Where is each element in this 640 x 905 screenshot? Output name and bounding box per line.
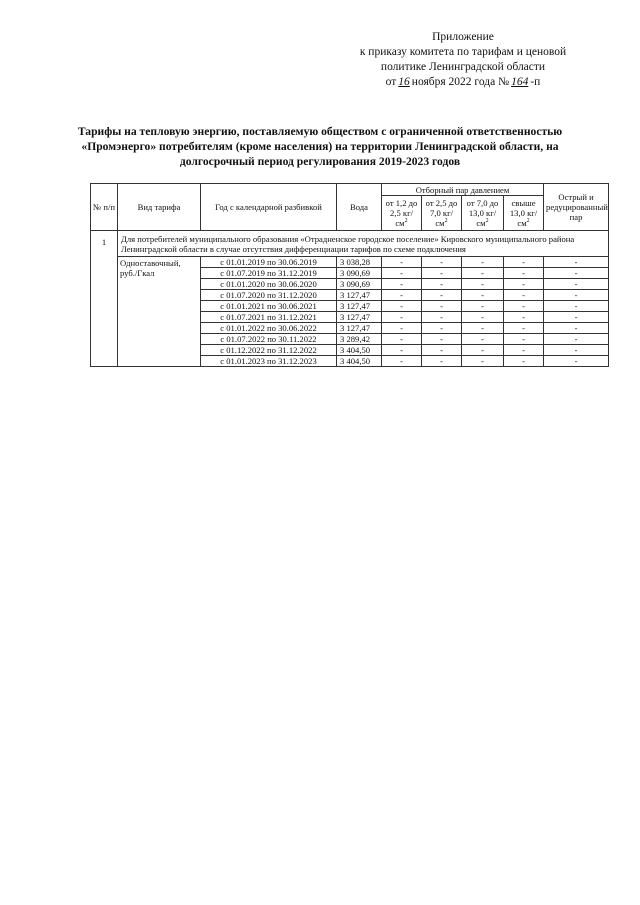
appendix-order-ref: к приказу комитета по тарифам и ценовой bbox=[359, 46, 567, 58]
steam-4-value: - bbox=[504, 334, 544, 345]
header-steam-2: от 2,5 до 7,0 $кг/см^2$ bbox=[422, 196, 462, 231]
appendix-date-line bbox=[348, 75, 578, 90]
steam-1-value: - bbox=[382, 290, 422, 301]
header-period: Год с календарной разбивкой bbox=[201, 184, 337, 231]
steam-1-value: - bbox=[382, 268, 422, 279]
steam-2-value: - bbox=[422, 312, 462, 323]
header-steam-4: свыше 13,0 $кг/см^2$ bbox=[504, 196, 544, 231]
title-line-2: «Промэнерго» потребителям (кроме населения) на территории Ленинградской области, на bbox=[81, 140, 559, 153]
steam-3-value: - bbox=[462, 290, 504, 301]
period-cell: с 01.12.2022 по 31.12.2022 bbox=[201, 345, 337, 356]
steam-4-value: - bbox=[504, 356, 544, 367]
period-cell: с 01.01.2019 по 30.06.2019 bbox=[201, 257, 337, 268]
steam-3-value: - bbox=[462, 356, 504, 367]
steam-2-value: - bbox=[422, 290, 462, 301]
water-value: 3 127,47 bbox=[337, 290, 382, 301]
live-steam-value: - bbox=[544, 334, 609, 345]
live-steam-value: - bbox=[544, 323, 609, 334]
live-steam-value: - bbox=[544, 257, 609, 268]
live-steam-value: - bbox=[544, 356, 609, 367]
consumer-description: Для потребителей муниципального образования «Отрадненское городское поселение» Кировского муниципального района Ленинградской области в случае отсутствия дифференциации тарифов по схеме подключения bbox=[118, 231, 609, 257]
appendix-heading: Приложение bbox=[432, 31, 494, 43]
period-cell: с 01.01.2022 по 30.06.2022 bbox=[201, 323, 337, 334]
steam-3-value: - bbox=[462, 334, 504, 345]
steam-1-value: - bbox=[382, 323, 422, 334]
water-value: 3 289,42 bbox=[337, 334, 382, 345]
steam-2-value: - bbox=[422, 323, 462, 334]
description-row bbox=[91, 231, 609, 257]
steam-1-value: - bbox=[382, 334, 422, 345]
steam-2-value: - bbox=[422, 279, 462, 290]
tariff-table-container bbox=[90, 183, 608, 367]
water-value: 3 038,28 bbox=[337, 257, 382, 268]
live-steam-value: - bbox=[544, 345, 609, 356]
steam-2-value: - bbox=[422, 301, 462, 312]
live-steam-value: - bbox=[544, 279, 609, 290]
water-value: 3 090,69 bbox=[337, 279, 382, 290]
tariff-type: Одноставочный, руб./Гкал bbox=[118, 257, 201, 367]
water-value: 3 404,50 bbox=[337, 345, 382, 356]
steam-4-value: - bbox=[504, 301, 544, 312]
header-water: Вода bbox=[337, 184, 382, 231]
header-steam-3: от 7,0 до 13,0 $кг/см^2$ bbox=[462, 196, 504, 231]
date-middle: ноября 2022 года № bbox=[411, 76, 510, 88]
period-cell: с 01.01.2023 по 31.12.2023 bbox=[201, 356, 337, 367]
date-prefix: от bbox=[385, 76, 397, 88]
water-value: 3 090,69 bbox=[337, 268, 382, 279]
header-live-steam: Острый и редуцированный пар bbox=[544, 184, 609, 231]
period-cell: с 01.07.2020 по 31.12.2020 bbox=[201, 290, 337, 301]
title-line-1: Тарифы на тепловую энергию, поставляемую обществом с ограниченной ответственностью bbox=[77, 125, 563, 138]
document-title bbox=[60, 124, 580, 169]
steam-2-value: - bbox=[422, 257, 462, 268]
live-steam-value: - bbox=[544, 268, 609, 279]
water-value: 3 404,50 bbox=[337, 356, 382, 367]
header-num: № п/п bbox=[91, 184, 118, 231]
steam-3-value: - bbox=[462, 345, 504, 356]
steam-2-value: - bbox=[422, 356, 462, 367]
steam-1-value: - bbox=[382, 345, 422, 356]
steam-1-value: - bbox=[382, 356, 422, 367]
appendix-block bbox=[348, 30, 578, 90]
handwritten-day: 16 bbox=[398, 76, 410, 88]
live-steam-value: - bbox=[544, 312, 609, 323]
water-value: 3 127,47 bbox=[337, 312, 382, 323]
live-steam-value: - bbox=[544, 290, 609, 301]
steam-2-value: - bbox=[422, 334, 462, 345]
steam-3-value: - bbox=[462, 279, 504, 290]
handwritten-order-number: 164 bbox=[511, 76, 529, 88]
steam-4-value: - bbox=[504, 268, 544, 279]
steam-2-value: - bbox=[422, 268, 462, 279]
steam-2-value: - bbox=[422, 345, 462, 356]
steam-3-value: - bbox=[462, 301, 504, 312]
header-row-1 bbox=[91, 184, 609, 196]
appendix-committee: политике Ленинградской области bbox=[380, 61, 546, 73]
steam-3-value: - bbox=[462, 268, 504, 279]
order-suffix: -п bbox=[530, 76, 541, 88]
steam-4-value: - bbox=[504, 312, 544, 323]
header-steam-1: от 1,2 до 2,5 $кг/см^2$ bbox=[382, 196, 422, 231]
steam-1-value: - bbox=[382, 301, 422, 312]
header-steam-group: Отборный пар давлением bbox=[382, 184, 544, 196]
header-tariff-type: Вид тарифа bbox=[118, 184, 201, 231]
row-number: 1 bbox=[91, 231, 118, 367]
steam-1-value: - bbox=[382, 279, 422, 290]
period-cell: с 01.07.2019 по 31.12.2019 bbox=[201, 268, 337, 279]
steam-3-value: - bbox=[462, 323, 504, 334]
steam-4-value: - bbox=[504, 345, 544, 356]
steam-3-value: - bbox=[462, 312, 504, 323]
period-cell: с 01.07.2021 по 31.12.2021 bbox=[201, 312, 337, 323]
steam-1-value: - bbox=[382, 257, 422, 268]
water-value: 3 127,47 bbox=[337, 323, 382, 334]
steam-4-value: - bbox=[504, 290, 544, 301]
steam-1-value: - bbox=[382, 312, 422, 323]
water-value: 3 127,47 bbox=[337, 301, 382, 312]
steam-4-value: - bbox=[504, 323, 544, 334]
period-cell: с 01.01.2020 по 30.06.2020 bbox=[201, 279, 337, 290]
period-cell: с 01.01.2021 по 30.06.2021 bbox=[201, 301, 337, 312]
title-line-3: долгосрочный период регулирования 2019-2023 годов bbox=[179, 155, 461, 168]
live-steam-value: - bbox=[544, 301, 609, 312]
steam-3-value: - bbox=[462, 257, 504, 268]
steam-4-value: - bbox=[504, 279, 544, 290]
steam-4-value: - bbox=[504, 257, 544, 268]
tariff-table bbox=[90, 183, 609, 367]
period-cell: с 01.07.2022 по 30.11.2022 bbox=[201, 334, 337, 345]
table-row bbox=[91, 257, 609, 268]
